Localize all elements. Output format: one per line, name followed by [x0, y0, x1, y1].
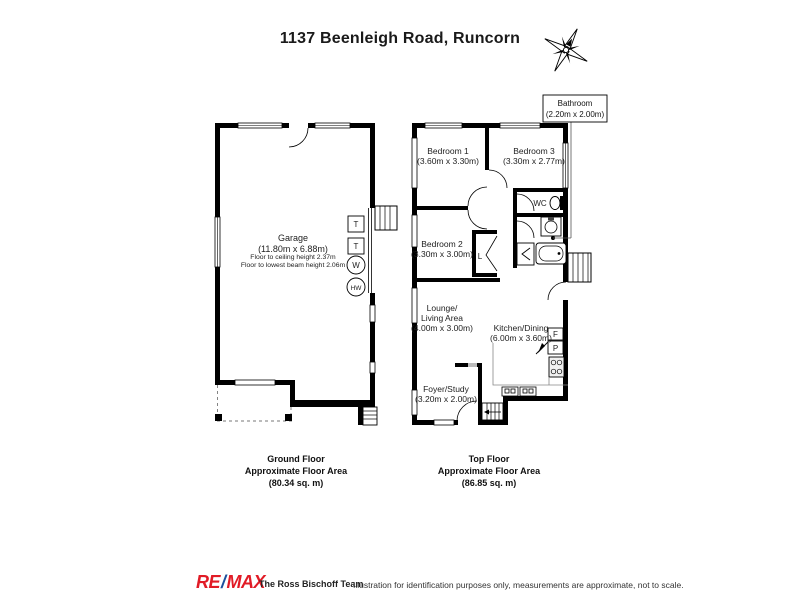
hot-water-label: HW — [350, 285, 362, 292]
fridge-label: F — [553, 330, 558, 339]
shower-icon — [517, 243, 534, 265]
pantry-label: P — [552, 344, 559, 353]
laundry-tub-label: T — [353, 220, 359, 229]
disclaimer-text: Illustration for identification purposes only, measurements are approximate, not to scale. — [353, 579, 684, 590]
bathroom-callout-label: Bathroom (2.20m x 2.00m) — [545, 99, 605, 120]
top-floor-plan — [412, 95, 607, 425]
remax-logo-re: RE — [196, 572, 221, 592]
wc-label: WC — [533, 199, 547, 208]
garage-label: Garage (11.80m x 6.88m) Floor to ceiling height 2.37m Floor to lowest beam height 2.06m — [240, 233, 346, 270]
compass-rose-icon — [540, 24, 592, 76]
foyer-label: Foyer/Study (3.20m x 2.00m) — [415, 384, 477, 405]
linen-label: L — [477, 252, 483, 261]
kitchen-label: Kitchen/Dining (6.00m x 3.60m) — [490, 323, 552, 344]
remax-logo-max: MAX — [226, 572, 266, 592]
toilet-icon — [550, 196, 565, 210]
top-floor-caption: Top Floor Approximate Floor Area (86.85 sq. m) — [437, 454, 541, 489]
bathtub-icon — [536, 243, 566, 264]
remax-logo-slash: / — [221, 572, 226, 592]
washer-label: W — [352, 261, 360, 270]
ground-floor-caption: Ground Floor Approximate Floor Area (80.34 sq. m) — [244, 454, 348, 489]
ground-floor-plan — [215, 123, 397, 425]
page-title: 1137 Beenleigh Road, Runcorn — [279, 30, 521, 47]
footer — [0, 568, 800, 600]
laundry-tub-label: T — [353, 242, 359, 251]
remax-logo — [196, 572, 265, 593]
lounge-label: Lounge/ Living Area (4.00m x 3.00m) — [411, 303, 473, 334]
basin-icon — [541, 217, 561, 236]
bedroom2-label: Bedroom 2 (3.30m x 3.00m) — [411, 239, 473, 260]
team-name: The Ross Bischoff Team — [259, 579, 364, 589]
bedroom1-label: Bedroom 1 (3.60m x 3.30m) — [417, 146, 479, 167]
bedroom3-label: Bedroom 3 (3.30m x 2.77m) — [503, 146, 565, 167]
